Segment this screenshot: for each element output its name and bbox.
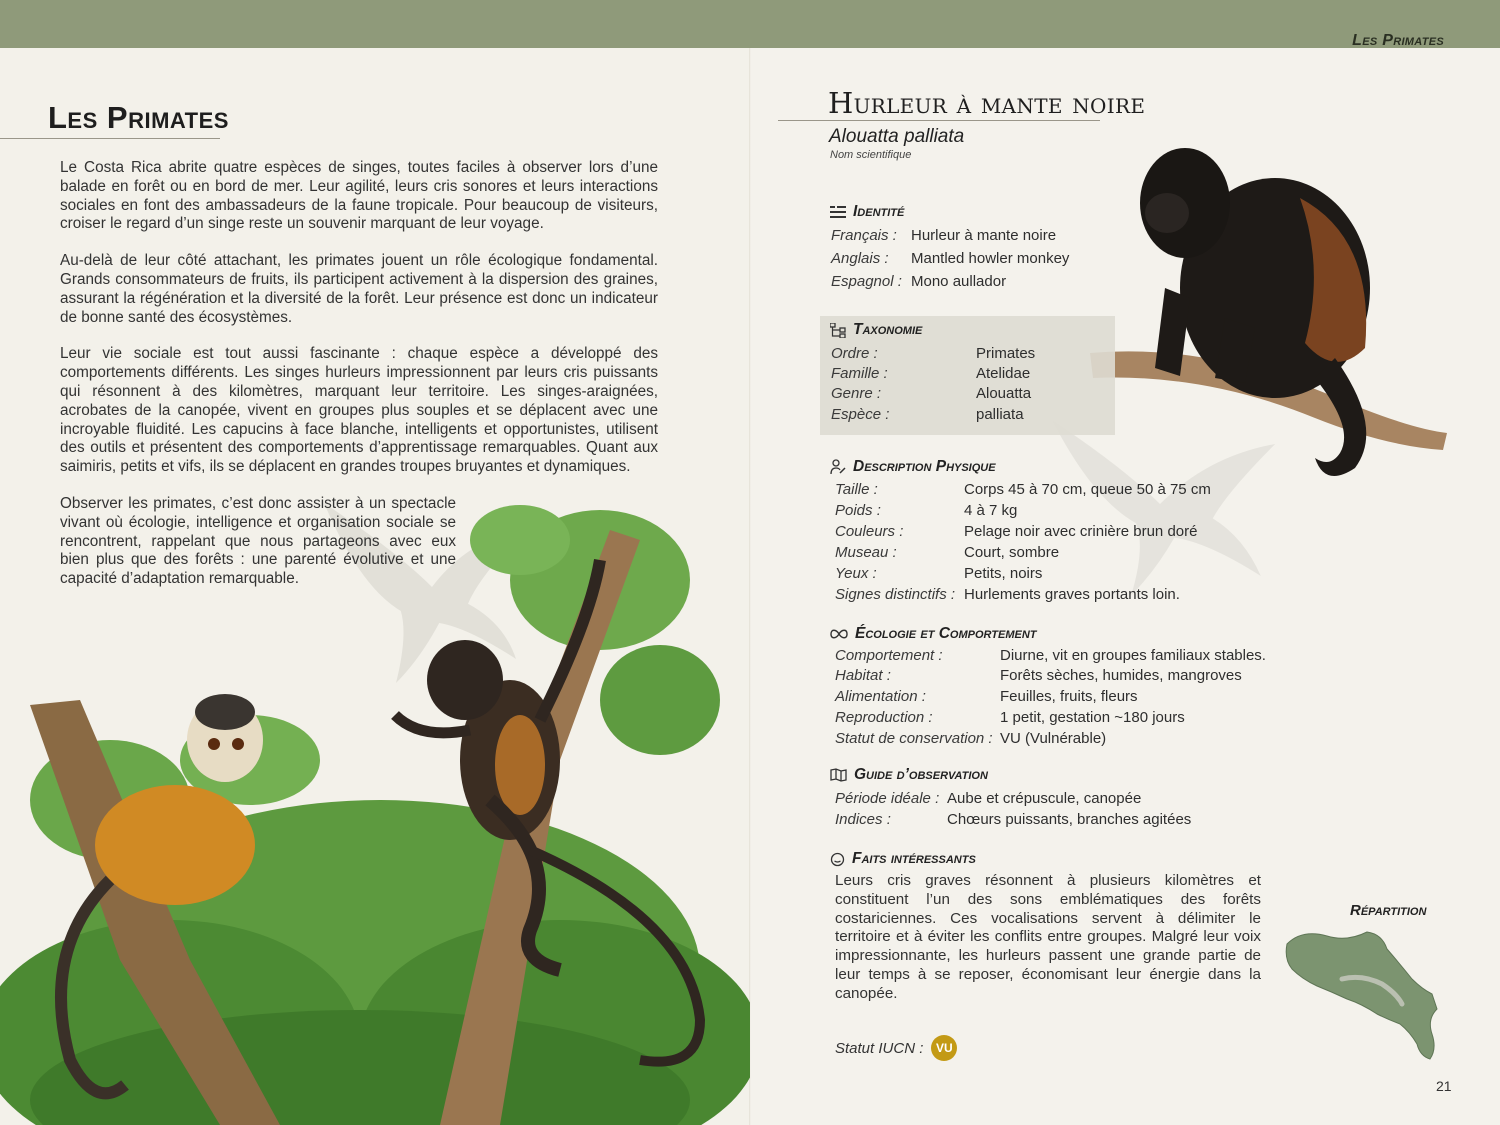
field-label: Couleurs :: [835, 523, 904, 540]
person-icon: [830, 459, 846, 475]
physical-row: [835, 501, 1017, 521]
ecology-row: [835, 666, 1242, 686]
field-value: Aube et crépuscule, canopée: [947, 790, 1142, 807]
field-label: Français :: [831, 227, 897, 244]
paragraph: Leur vie sociale est tout aussi fascinante : chaque espèce a développé des comportements différents. Les singes hurleurs impressionnent par leurs cris puissants qui résonnent à des kilomètres, marquant leur territoire. Les singes-araignées, acrobates de la canopée, vivent en groupes plus souples et se déplacent avec une incroyable fluidité. Les capucins à face blanche, intelligents et opportunistes, utilisent des outils et présentent des comportements d’apprentissage remarquables. Quant aux saimiris, petits et vifs, ils se déplacent en grandes troupes bruyantes et dynamiques.: [60, 345, 658, 476]
physical-row: [835, 522, 1197, 542]
primates-illustration: [0, 500, 750, 1125]
costa-rica-map: [1282, 924, 1447, 1064]
field-value: Mono aullador: [911, 273, 1007, 290]
field-label: Espèce :: [831, 406, 890, 423]
smile-icon: [830, 852, 845, 867]
taxonomy-row: [831, 344, 1035, 364]
field-value: Chœurs puissants, branches agitées: [947, 811, 1192, 828]
ecology-row: [835, 729, 1106, 749]
field-label: Période idéale :: [835, 790, 940, 807]
field-label: Yeux :: [835, 565, 877, 582]
field-value: VU (Vulnérable): [1000, 730, 1107, 747]
section-title: Faits intéressants: [852, 850, 976, 867]
title-rule: [778, 120, 1100, 121]
ecology-heading: [830, 625, 1037, 643]
field-value: Corps 45 à 70 cm, queue 50 à 75 cm: [964, 481, 1211, 498]
field-value: Pelage noir avec crinière brun doré: [964, 523, 1198, 540]
field-label: Famille :: [831, 365, 888, 382]
field-value: 4 à 7 kg: [964, 502, 1018, 519]
field-value: Mantled howler monkey: [911, 250, 1070, 267]
distribution-heading: Répartition: [1350, 902, 1427, 919]
identity-row: [831, 249, 1069, 269]
facts-text: Leurs cris graves résonnent à plusieurs kilomètres et constituent l’un des sons emblématiques des forêts costariciennes. Ces vocalisations servent à délimiter le territoire et à éviter les conflits entre groupes. Malgré leur voix impressionnante, les hurleurs passent une grande partie de leur temps à se reposer, économisant leur énergie dans la canopée.: [835, 872, 1261, 1002]
howler-monkey-illustration: [1085, 128, 1455, 498]
paragraph: Observer les primates, c’est donc assister à un spectacle vivant où écologie, intelligence et organisation sociale se rencontrent, rappelant que nous partageons avec eux bien plus que des forêts : une parenté évolutive et une capacité d’adaptation remarquable.: [60, 494, 456, 588]
scientific-name: Alouatta palliata: [829, 126, 965, 147]
field-value: Forêts sèches, humides, mangroves: [1000, 667, 1242, 684]
identity-heading: [830, 203, 904, 221]
iucn-badge: VU: [931, 1035, 957, 1061]
section-title: Taxonomie: [853, 321, 923, 338]
page-number: 21: [1436, 1078, 1452, 1094]
field-label: Indices :: [835, 811, 891, 828]
field-value: Feuilles, fruits, fleurs: [1000, 688, 1138, 705]
scientific-caption: Nom scientifique: [830, 149, 912, 161]
field-value: Hurlements graves portants loin.: [964, 586, 1180, 603]
field-label: Alimentation :: [835, 688, 926, 705]
field-value: Primates: [976, 345, 1036, 362]
field-value: Court, sombre: [964, 544, 1060, 561]
physical-row: [835, 543, 1059, 563]
left-page-title: Les Primates: [48, 100, 229, 135]
field-value: Atelidae: [976, 365, 1031, 382]
identity-row: [831, 272, 1006, 292]
hierarchy-icon: [830, 323, 846, 338]
field-label: Espagnol :: [831, 273, 902, 290]
field-value: palliata: [976, 406, 1024, 423]
field-label: Statut de conservation :: [835, 730, 993, 747]
observation-row: [835, 810, 1191, 830]
field-label: Poids :: [835, 502, 881, 519]
taxonomy-heading: [830, 321, 922, 339]
observation-heading: [830, 766, 988, 784]
field-value: Hurleur à mante noire: [911, 227, 1057, 244]
physical-row: [835, 585, 1180, 605]
physical-row: [835, 480, 1211, 500]
paragraph: Au-delà de leur côté attachant, les primates jouent un rôle écologique fondamental. Grands consommateurs de fruits, ils participent activement à la dispersion des graines, assurant la régénération et la diversité de la forêt. Leur présence est donc un indicateur de bonne santé des écosystèmes.: [60, 252, 658, 326]
field-value: Petits, noirs: [964, 565, 1043, 582]
title-rule: [0, 138, 220, 139]
field-label: Reproduction :: [835, 709, 933, 726]
paragraph: Le Costa Rica abrite quatre espèces de singes, toutes faciles à observer lors d’une balade en forêt ou en bord de mer. Leur agilité, leurs cris sonores et leurs interactions sociales en font des ambassadeurs de la faune tropicale. Pour beaucoup de visiteurs, croiser le regard d’un singe reste un souvenir marquant de leur voyage.: [60, 159, 658, 233]
field-value: Alouatta: [976, 385, 1032, 402]
field-value: 1 petit, gestation ~180 jours: [1000, 709, 1185, 726]
iucn-status: [835, 1035, 957, 1061]
physical-row: [835, 564, 1042, 584]
observation-row: [835, 789, 1141, 809]
field-label: Signes distinctifs :: [835, 586, 956, 603]
running-head: Les Primates: [1352, 32, 1444, 49]
field-label: Habitat :: [835, 667, 891, 684]
list-icon: [830, 205, 846, 219]
section-title: Description Physique: [853, 458, 996, 475]
field-value: Diurne, vit en groupes familiaux stables.: [1000, 647, 1266, 664]
taxonomy-row: [831, 364, 1030, 384]
taxonomy-row: [831, 384, 1031, 404]
field-label: Ordre :: [831, 345, 878, 362]
ecology-row: [835, 687, 1138, 707]
facts-heading: [830, 850, 976, 868]
map-book-icon: [830, 768, 847, 782]
taxonomy-row: [831, 405, 1024, 425]
physical-heading: [830, 458, 996, 476]
field-label: Taille :: [835, 481, 878, 498]
section-title: Identité: [853, 203, 905, 220]
species-common-name: Hurleur à mante noire: [828, 86, 1146, 120]
infinity-icon: [830, 628, 848, 640]
ecology-row: [835, 708, 1185, 728]
section-title: Guide d’observation: [854, 766, 988, 783]
field-label: Comportement :: [835, 647, 943, 664]
field-label: Anglais :: [831, 250, 889, 267]
ecology-row: [835, 646, 1266, 666]
field-label: Museau :: [835, 544, 897, 561]
identity-row: [831, 226, 1056, 246]
iucn-label: Statut IUCN :: [835, 1039, 924, 1057]
top-band: [0, 0, 1500, 48]
section-title: Écologie et Comportement: [855, 625, 1037, 642]
field-label: Genre :: [831, 385, 882, 402]
